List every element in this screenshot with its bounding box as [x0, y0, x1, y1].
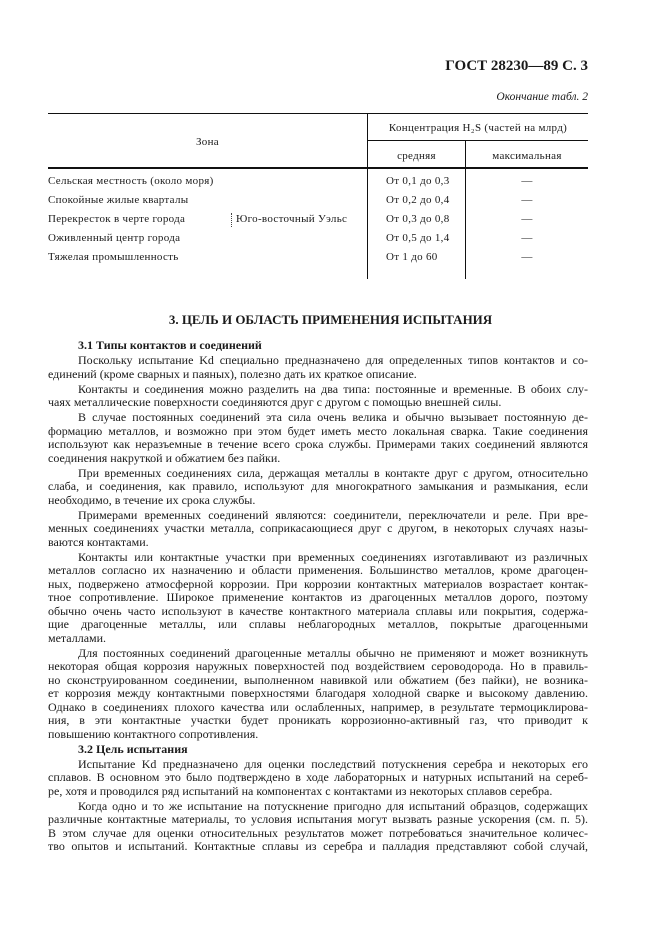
paragraph	[48, 354, 588, 381]
table-column-divider	[367, 113, 368, 279]
text-line: Когда одно и то же испытание на потускнение пригодно для испытаний образцов, содержащих	[78, 798, 588, 813]
text-line: металлами.	[48, 630, 107, 645]
row-average: От 0,5 до 1,4	[386, 232, 450, 244]
text-line: Примерами временных соединений являются: соединители, переключатели и реле. При вре-	[78, 507, 588, 522]
row-average: От 0,2 до 0,4	[386, 194, 450, 206]
row-average: От 1 до 60	[386, 251, 438, 263]
paragraph	[48, 758, 588, 799]
text-line: используют как неразъемные в течение всего срока службы. Примерами таких соединений являются	[48, 437, 588, 451]
text-line: формацию металлов, и возможно при этом будет иметь место локальная сварка. Такие соединения	[48, 423, 588, 438]
text-line: ния, в эти контактные участки будет проникать коррозионно-активный газ, что приводит к	[48, 713, 588, 727]
text-line: В случае постоянных соединений эта сила очень велика и обычно вызывает постоянную де-	[78, 410, 588, 424]
row-average: От 0,1 до 0,3	[386, 175, 450, 187]
text-line: повышению контактного сопротивления.	[48, 726, 259, 741]
text-line: При временных соединениях сила, держащая металлы в контакте друг с другом, относительно	[78, 465, 588, 480]
text-line: ных, подвержено атмосферной коррозии. При коррозии контактных материалов возрастает контак-	[48, 576, 588, 591]
table-header-bottom-rule	[48, 167, 588, 169]
document-header: ГОСТ 28230—89 С. 3	[445, 58, 588, 74]
paragraph	[48, 411, 588, 465]
h2s-table	[48, 113, 588, 279]
text-line: металлов согласно их назначению и области применения. Большинство металлов, кроме драгоцен-	[48, 563, 588, 577]
subsection-heading: 3.2 Цель испытания	[78, 741, 188, 756]
text-line: различные контактные материалы, то условия испытания могут вызвать разные ускорения (см. п. 5).	[48, 812, 588, 826]
paragraph	[48, 383, 588, 410]
header-concentration: Концентрация H₂S (частей на млрд)	[388, 122, 568, 134]
text-line: единений (кроме сварных и паяных), полезно дать их краткое описание.	[48, 366, 417, 381]
text-line: тво опытов и испытаний. Контактные сплавы из серебра и палладия представляют собой случай,	[48, 839, 588, 853]
paragraph	[48, 800, 588, 854]
row-zone: Оживленный центр города	[48, 232, 181, 244]
group-bracket	[231, 213, 233, 227]
text-line: менных соединениях участки металла, соприкасающиеся друг с другом, в некоторых случаях назы-	[48, 521, 588, 535]
text-line: Однако в соединениях плохого качества или ослабленных, например, в результате термоциклирова-	[48, 699, 588, 714]
row-zone: Тяжелая промышленность	[48, 251, 179, 263]
text-line: ваются контактами.	[48, 534, 149, 549]
row-zone: Сельская местность (около моря)	[48, 175, 214, 187]
paragraph	[48, 467, 588, 508]
header-maximum: максимальная	[492, 150, 562, 162]
text-line: Поскольку испытание Kd специально предназначено для определенных типов контактов и со-	[78, 353, 588, 367]
paragraph	[48, 509, 588, 550]
text-line: соединения накруткой и обжатием без пайки.	[48, 450, 281, 465]
text-line: Испытание Kd предназначено для оценки последствий потускнения серебра и некоторых его	[78, 756, 588, 771]
section-title: 3. ЦЕЛЬ И ОБЛАСТЬ ПРИМЕНЕНИЯ ИСПЫТАНИЯ	[168, 312, 493, 327]
text-line: Контакты или контактные участки при временных соединениях изготавливают из различных	[78, 549, 588, 564]
row-maximum: —	[521, 232, 533, 244]
header-average: средняя	[397, 150, 436, 162]
text-line: Для постоянных соединений драгоценные металлы обычно не применяют и может возникнуть	[78, 645, 588, 660]
text-line: ре, хотя и проводился ряд испытаний на компонентах с контактами из некоторых сплавов серебра.	[48, 783, 553, 798]
row-zone: Спокойные жилые кварталы	[48, 194, 189, 206]
text-line: слаба, и соединения, как правило, используют для многократного замыкания и размыкания, если	[48, 479, 588, 493]
text-line: ет коррозия между контактными поверхностями благодаря холодной сварке и высокому давлению.	[48, 686, 588, 700]
document-body	[48, 339, 588, 854]
row-average: От 0,3 до 0,8	[386, 213, 450, 225]
row-maximum: —	[521, 251, 533, 263]
text-line: Контакты и соединения можно разделить на два типа: постоянные и временные. В обоих слу-	[78, 381, 588, 396]
paragraph	[48, 647, 588, 742]
group-label: Юго-восточный Уэльс	[236, 213, 348, 225]
row-maximum: —	[521, 213, 533, 225]
table-caption: Окончание табл. 2	[496, 91, 588, 103]
table-top-rule	[48, 113, 588, 114]
row-zone: Перекресток в черте города	[48, 213, 186, 225]
text-line: чаях металлические поверхности соединяются друг с другом с помощью внешней силы.	[48, 395, 502, 409]
row-maximum: —	[521, 194, 533, 206]
text-line: тное сопротивление. Широкое применение контактов из драгоценных металлов дорого, поэтому	[48, 590, 588, 604]
row-maximum: —	[521, 175, 533, 187]
paragraph	[48, 551, 588, 646]
text-line: В этом случае для оценки относительных результатов может потребоваться значительное количес-	[48, 825, 588, 840]
text-line: но сконструированном соединении, выполненном навивкой или обжатием (без пайки), не возника-	[48, 672, 588, 687]
text-line: сплавов. В основном это было подтверждено в ходе лабораторных и натурных испытаний на сереб-	[48, 770, 588, 784]
subsection-heading: 3.1 Типы контактов и соединений	[78, 338, 262, 352]
table-header-subrule	[367, 140, 588, 141]
header-zone: Зона	[196, 136, 219, 148]
text-line: щие драгоценные металлы, или сплавы неблагородных металлов, покрытые драгоценными	[48, 617, 588, 631]
text-line: некоторая общая коррозия наружных поверхностей под воздействием сероводорода. Но в правиль-	[48, 659, 588, 673]
text-line: необходимо, в течение их срока службы.	[48, 492, 256, 507]
text-line: обычно очень часто используют в качестве контактного материала сплавы или покрытия, содержа-	[48, 603, 588, 618]
